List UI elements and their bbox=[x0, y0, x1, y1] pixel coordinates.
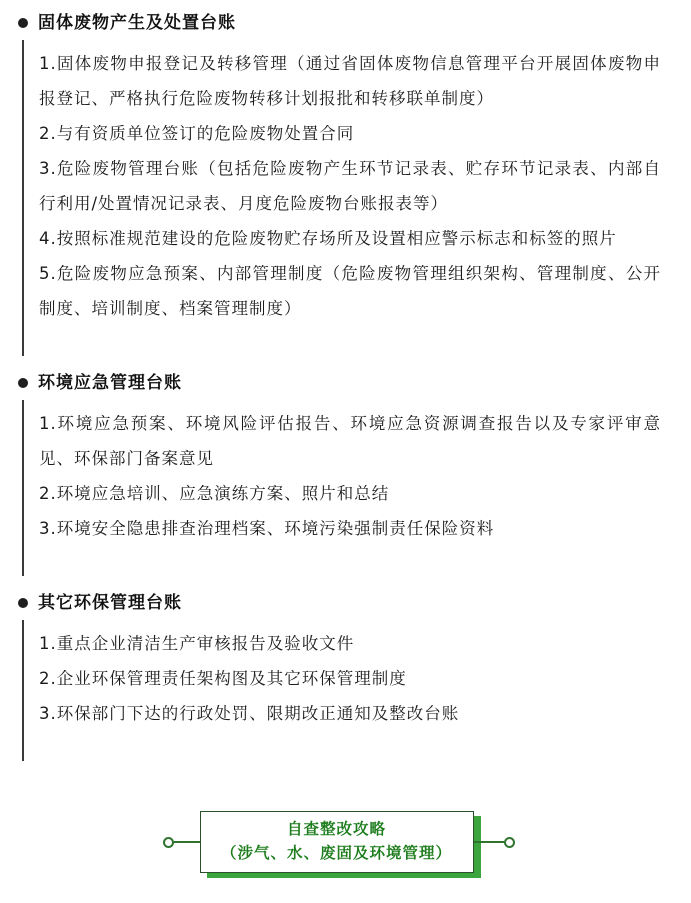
connector-circle-right-icon bbox=[504, 837, 515, 848]
cta-row bbox=[16, 811, 661, 873]
connector-line-left bbox=[174, 841, 200, 843]
cta-subtitle: （涉气、水、废固及环境管理） bbox=[220, 844, 452, 862]
list-item: 3.危险废物管理台账（包括危险废物产生环节记录表、贮存环节记录表、内部自行利用/处置情况记录表、月度危险废物台账报表等） bbox=[39, 159, 661, 213]
list-item: 2.与有资质单位签订的危险废物处置合同 bbox=[39, 124, 355, 143]
bullet-icon bbox=[18, 378, 28, 388]
list-item: 1.固体废物申报登记及转移管理（通过省固体废物信息管理平台开展固体废物申报登记、严格执行危险废物转移计划报批和转移联单制度） bbox=[39, 54, 661, 108]
section-body bbox=[22, 620, 661, 761]
cta-title: 自查整改攻略 bbox=[286, 820, 386, 838]
cta-box[interactable] bbox=[200, 811, 474, 873]
section-header bbox=[16, 6, 661, 40]
section-title: 其它环保管理台账 bbox=[38, 593, 182, 613]
list-item: 1.重点企业清洁生产审核报告及验收文件 bbox=[39, 634, 355, 653]
list-item: 1.环境应急预案、环境风险评估报告、环境应急资源调查报告以及专家评审意见、环保部门备案意见 bbox=[39, 414, 661, 468]
list-item: 3.环保部门下达的行政处罚、限期改正通知及整改台账 bbox=[39, 704, 460, 723]
bullet-icon bbox=[18, 18, 28, 28]
list-item: 3.环境安全隐患排查治理档案、环境污染强制责任保险资料 bbox=[39, 519, 495, 538]
list-item: 4.按照标准规范建设的危险废物贮存场所及设置相应警示标志和标签的照片 bbox=[39, 229, 617, 248]
connector-line-right bbox=[474, 841, 504, 843]
section-header bbox=[16, 586, 661, 620]
connector-circle-left-icon bbox=[163, 837, 174, 848]
list-item: 5.危险废物应急预案、内部管理制度（危险废物管理组织架构、管理制度、公开制度、培训制度、档案管理制度） bbox=[39, 264, 661, 318]
list-item: 2.企业环保管理责任架构图及其它环保管理制度 bbox=[39, 669, 407, 688]
section-body bbox=[22, 400, 661, 576]
section-emergency bbox=[16, 366, 661, 576]
list-item: 2.环境应急培训、应急演练方案、照片和总结 bbox=[39, 484, 390, 503]
section-header bbox=[16, 366, 661, 400]
section-title: 环境应急管理台账 bbox=[38, 373, 182, 393]
section-other bbox=[16, 586, 661, 761]
section-solid-waste bbox=[16, 6, 661, 356]
section-title: 固体废物产生及处置台账 bbox=[38, 13, 236, 33]
bullet-icon bbox=[18, 598, 28, 608]
section-body bbox=[22, 40, 661, 356]
